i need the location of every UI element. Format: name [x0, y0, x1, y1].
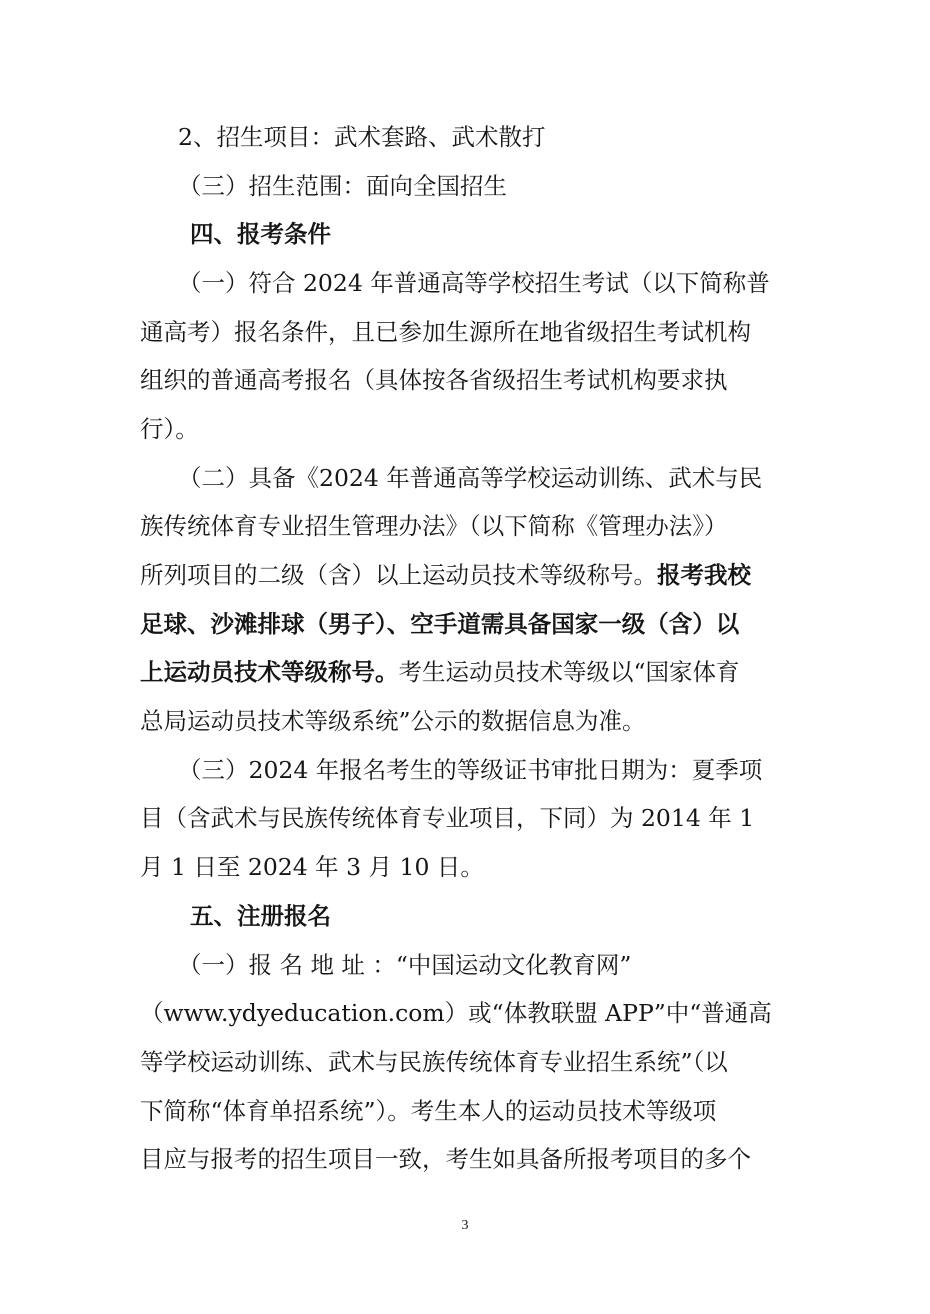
- text-line: （www.ydyeducation.com）或“体教联盟 APP”中“普通高: [140, 999, 772, 1027]
- text-line: 目应与报考的招生项目一致，考生如具备所报考项目的多个: [140, 1145, 751, 1173]
- text-line: 通高考）报名条件，且已参加生源所在地省级招生考试机构: [140, 318, 751, 346]
- section-heading: 四、报考条件: [190, 220, 331, 248]
- text-line: （一）符合 2024 年普通高等学校招生考试（以下简称普: [178, 269, 770, 297]
- text-line: 2、招生项目：武术套路、武术散打: [178, 123, 546, 151]
- text-line: （二）具备《2024 年普通高等学校运动训练、武术与民: [178, 464, 763, 492]
- text-line: 等学校运动训练、武术与民族传统体育专业招生系统”（以: [140, 1048, 728, 1076]
- page-number: 3: [461, 1218, 469, 1233]
- text-line: 下简称“体育单招系统”）。考生本人的运动员技术等级项: [140, 1097, 717, 1125]
- text-line: 组织的普通高考报名（具体按各省级招生考试机构要求执: [140, 366, 728, 394]
- text-line: 目（含武术与民族传统体育专业项目，下同）为 2014 年 1: [140, 804, 755, 832]
- text-segment: 考生运动员技术等级以“国家体育: [398, 658, 740, 686]
- text-line: （三）招生范围：面向全国招生: [178, 172, 507, 200]
- section-heading: 五、注册报名: [190, 902, 331, 930]
- text-line: 总局运动员技术等级系统”公示的数据信息为准。: [140, 707, 646, 735]
- text-line: 族传统体育专业招生管理办法》（以下简称《管理办法》）: [140, 512, 728, 540]
- text-segment-bold: 上运动员技术等级称号。: [140, 658, 399, 686]
- text-line: [140, 657, 740, 687]
- text-line: [140, 560, 751, 590]
- text-segment-bold: 报考我校: [657, 561, 751, 589]
- text-line-bold: 足球、沙滩排球（男子）、空手道需具备国家一级（含）以: [140, 610, 740, 638]
- text-line: 行）。: [140, 415, 199, 443]
- text-line: （一）报 名 地 址 ：“中国运动文化教育网”: [178, 951, 632, 979]
- text-line: （三）2024 年报名考生的等级证书审批日期为：夏季项: [178, 756, 763, 784]
- text-line: 月 1 日至 2024 年 3 月 10 日。: [140, 853, 484, 881]
- text-segment: 所列项目的二级（含）以上运动员技术等级称号。: [140, 561, 657, 589]
